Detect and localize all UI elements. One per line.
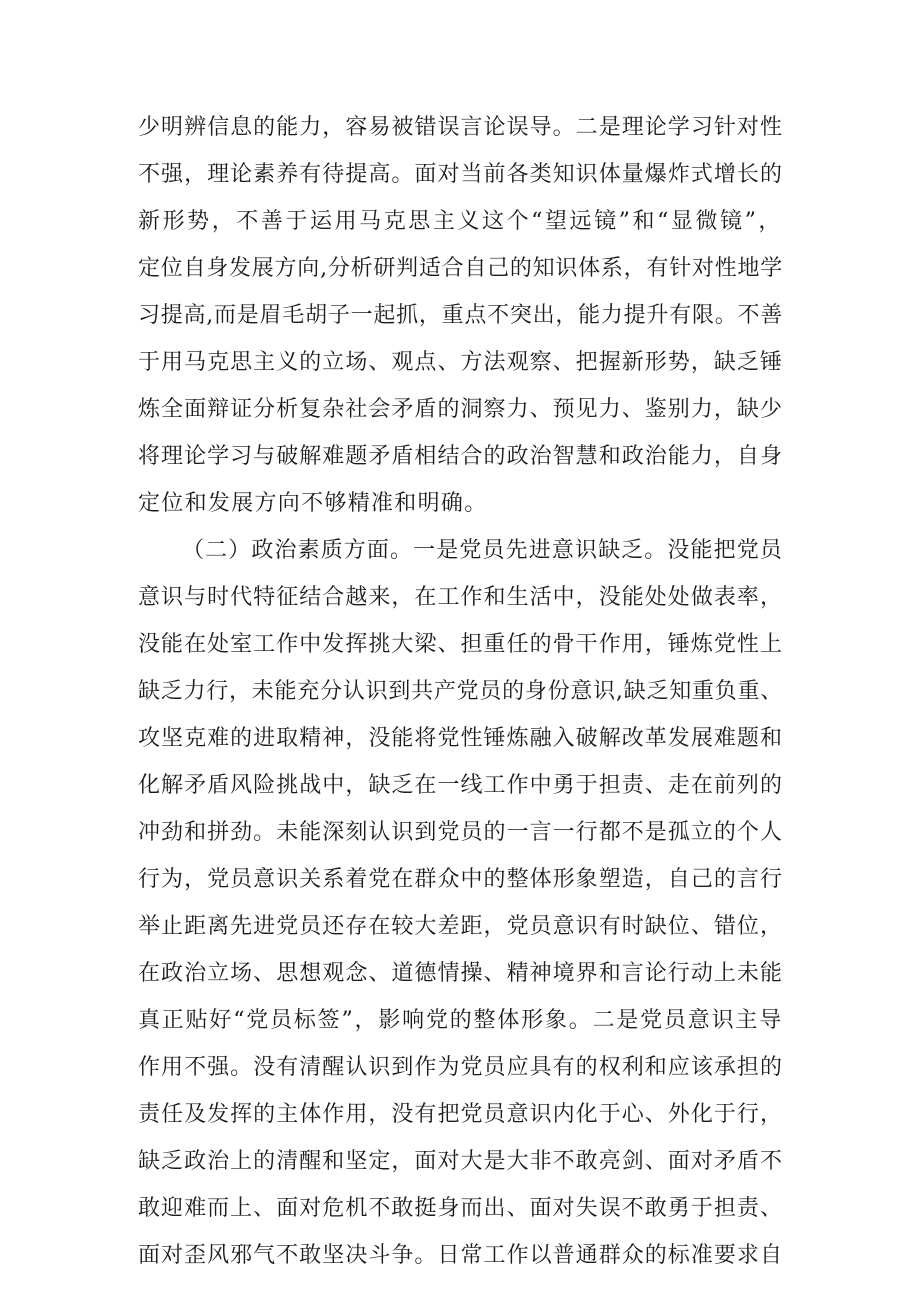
text-line: 于用马克思主义的立场、观点、方法观察、把握新形势，缺乏锤 (138, 350, 783, 375)
text-line: 意识与时代特征结合越来，在工作和生活中，没能处处做表率， (138, 585, 783, 610)
text-line: 在政治立场、思想观念、道德情操、精神境界和言论行动上未能 (138, 961, 783, 986)
text-line: 缺乏力行，未能充分认识到共产党员的身份意识,缺乏知重负重、 (138, 679, 783, 704)
text-line: （二）政治素质方面。一是党员先进意识缺乏。没能把党员 (182, 538, 783, 563)
text-line: 习提高,而是眉毛胡子一起抓，重点不突出，能力提升有限。不善 (138, 303, 783, 328)
text-line: 定位和发展方向不够精准和明确。 (138, 491, 488, 516)
text-line: 行为，党员意识关系着党在群众中的整体形象塑造，自己的言行 (138, 867, 783, 892)
text-line: 炼全面辩证分析复杂社会矛盾的洞察力、预见力、鉴别力，缺少 (138, 397, 783, 422)
text-line: 举止距离先进党员还存在较大差距，党员意识有时缺位、错位， (138, 914, 783, 939)
text-line: 新形势，不善于运用马克思主义这个“望远镜”和“显微镜”， (138, 209, 783, 234)
text-line: 将理论学习与破解难题矛盾相结合的政治智慧和政治能力，自身 (138, 444, 783, 469)
text-line: 攻坚克难的进取精神，没能将党性锤炼融入破解改革发展难题和 (138, 726, 783, 751)
text-line: 敢迎难而上、面对危机不敢挺身而出、面对失误不敢勇于担责、 (138, 1196, 783, 1221)
text-line: 责任及发挥的主体作用，没有把党员意识内化于心、外化于行， (138, 1102, 783, 1127)
text-line: 少明辨信息的能力，容易被错误言论误导。二是理论学习针对性 (138, 115, 783, 140)
text-line: 化解矛盾风险挑战中，缺乏在一线工作中勇于担责、走在前列的 (138, 773, 783, 798)
text-line: 不强，理论素养有待提高。面对当前各类知识体量爆炸式增长的 (138, 162, 783, 187)
paragraph-political-quality (138, 527, 783, 1279)
text-line: 缺乏政治上的清醒和坚定，面对大是大非不敢亮剑、面对矛盾不 (138, 1149, 783, 1174)
text-line: 定位自身发展方向,分析研判适合自己的知识体系，有针对性地学 (138, 256, 783, 281)
text-line: 作用不强。没有清醒认识到作为党员应具有的权利和应该承担的 (138, 1055, 783, 1080)
text-line: 面对歪风邪气不敢坚决斗争。日常工作以普通群众的标准要求自 (138, 1243, 783, 1268)
text-line: 冲劲和拼劲。未能深刻认识到党员的一言一行都不是孤立的个人 (138, 820, 783, 845)
text-line: 没能在处室工作中发挥挑大梁、担重任的骨干作用，锤炼党性上 (138, 632, 783, 657)
text-line: 真正贴好“党员标签”，影响党的整体形象。二是党员意识主导 (138, 1008, 783, 1033)
document-body (138, 104, 783, 1279)
paragraph-theory-study (138, 104, 783, 527)
